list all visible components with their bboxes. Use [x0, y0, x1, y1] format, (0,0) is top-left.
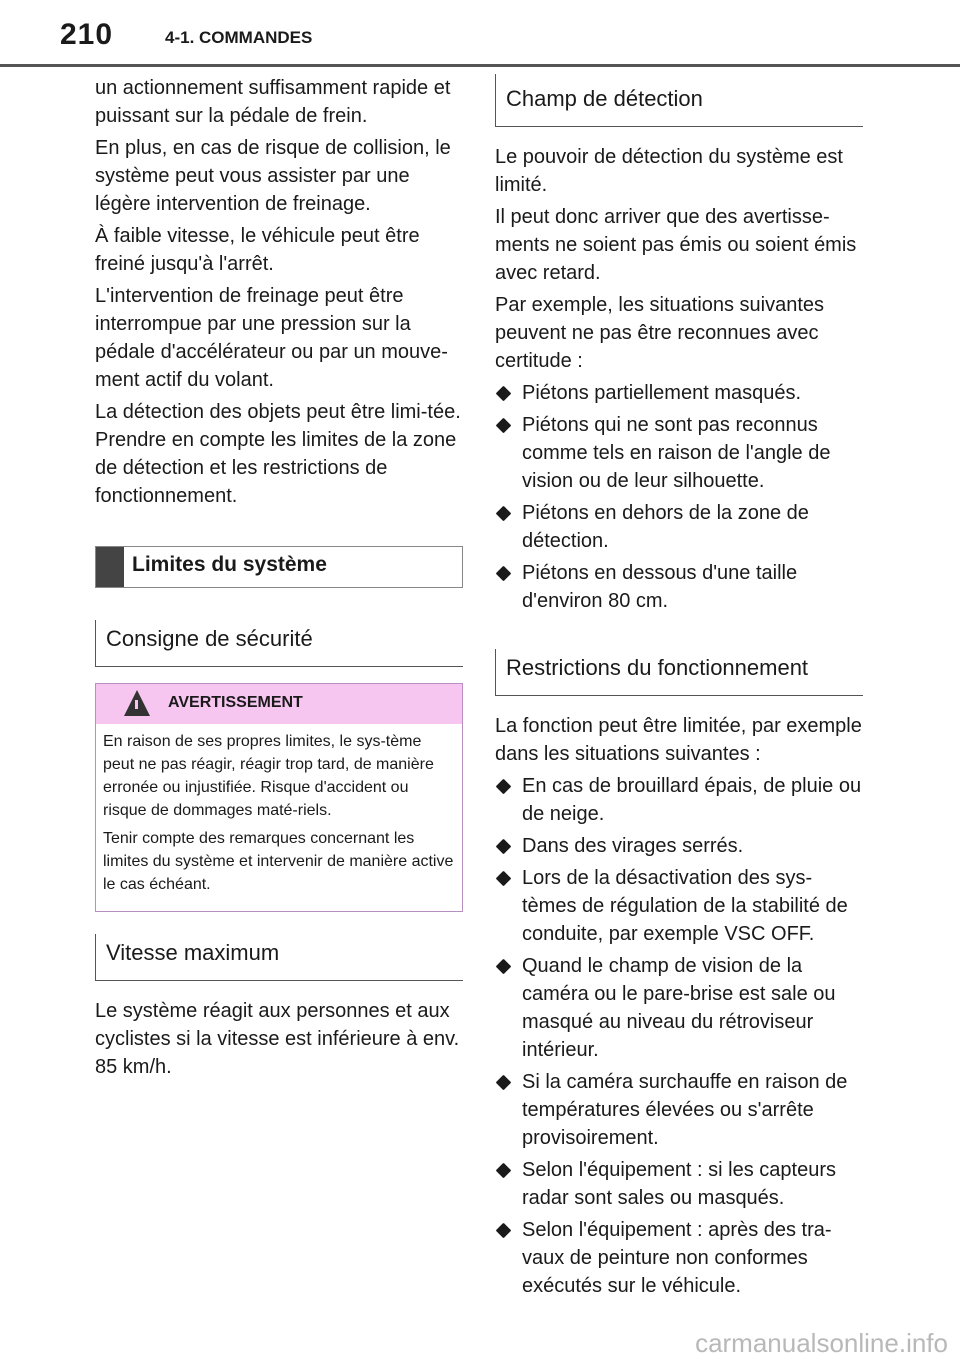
field-bullet-list	[495, 379, 863, 615]
section-label: 4-1. COMMANDES	[165, 28, 313, 47]
list-item: Piétons partiellement masqués.	[495, 379, 863, 407]
warning-paragraph: En raison de ses propres limites, le sys-tème peut ne pas réagir, réagir trop tard, de manière erronée ou injustifiée. Risque d'accident ou risque de dommages maté-riels.	[103, 733, 434, 819]
watermark: carmanualsonline.info	[695, 1328, 948, 1358]
list-item: En cas de brouillard épais, de pluie ou de neige.	[495, 772, 863, 828]
paragraph: La détection des objets peut être limi-tée. Prendre en compte les limites de la zone de détection et les restrictions de fonctionnement.	[95, 401, 461, 507]
right-column	[495, 74, 863, 1304]
bullet-icon	[496, 1223, 512, 1239]
left-column	[95, 74, 463, 1085]
bullet-icon	[496, 779, 512, 795]
page-header	[0, 0, 960, 64]
paragraph: Par exemple, les situations suivantes peuvent ne pas être reconnues avec certitude :	[495, 294, 825, 372]
paragraph: À faible vitesse, le véhicule peut être freiné jusqu'à l'arrêt.	[95, 225, 420, 275]
section-heading-text: Limites du système	[132, 553, 327, 576]
warning-box	[95, 683, 463, 912]
paragraph: Il peut donc arriver que des avertisse-ments ne soient pas émis ou soient émis avec retard.	[495, 206, 857, 284]
section-heading-limites	[95, 546, 463, 588]
list-item: Quand le champ de vision de la caméra ou le pare-brise est sale ou masqué au niveau du rétroviseur intérieur.	[495, 952, 863, 1064]
list-item: Dans des virages serrés.	[495, 832, 863, 860]
bullet-icon	[496, 1163, 512, 1179]
paragraph-speed: Le système réagit aux personnes et aux cyclistes si la vitesse est inférieure à env. 85 km/h.	[95, 1000, 460, 1078]
warning-body	[96, 724, 462, 911]
bullet-icon	[496, 386, 512, 402]
subheading-vitesse: Vitesse maximum	[95, 934, 463, 981]
list-item: Lors de la désactivation des sys-tèmes de régulation de la stabilité de conduite, par exemple VSC OFF.	[495, 864, 863, 948]
paragraph: un actionnement suffisamment rapide et puissant sur la pédale de frein.	[95, 77, 451, 127]
subheading-champ: Champ de détection	[495, 74, 863, 127]
exclamation-mark	[135, 700, 138, 709]
bullet-icon	[496, 959, 512, 975]
list-item: Si la caméra surchauffe en raison de températures élevées ou s'arrête provisoirement.	[495, 1068, 863, 1152]
heading-bar	[96, 547, 124, 587]
bullet-icon	[496, 839, 512, 855]
paragraph: Le pouvoir de détection du système est limité.	[495, 146, 843, 196]
warning-label: AVERTISSEMENT	[168, 694, 303, 711]
list-item: Selon l'équipement : si les capteurs radar sont sales ou masqués.	[495, 1156, 863, 1212]
header-divider	[0, 64, 960, 67]
paragraph: La fonction peut être limitée, par exemple dans les situations suivantes :	[495, 715, 862, 765]
list-item: Piétons en dehors de la zone de détection.	[495, 499, 863, 555]
list-item: Selon l'équipement : après des tra-vaux de peinture non conformes exécutés sur le véhicule.	[495, 1216, 863, 1300]
subheading-restrictions: Restrictions du fonctionnement	[495, 649, 863, 696]
page-number: 210	[60, 18, 114, 51]
bullet-icon	[496, 506, 512, 522]
warning-paragraph: Tenir compte des remarques concernant les limites du système et intervenir de manière active le cas échéant.	[103, 830, 454, 893]
bullet-icon	[496, 418, 512, 434]
bullet-icon	[496, 1075, 512, 1091]
subheading-consigne: Consigne de sécurité	[95, 620, 463, 667]
restrictions-bullet-list	[495, 772, 863, 1300]
paragraph: L'intervention de freinage peut être interrompue par une pression sur la pédale d'accélérateur ou par un mouve-ment actif du volant.	[95, 285, 448, 391]
paragraph: En plus, en cas de risque de collision, le système peut vous assister par une légère intervention de freinage.	[95, 137, 451, 215]
bullet-icon	[496, 871, 512, 887]
bullet-icon	[496, 566, 512, 582]
list-item: Piétons en dessous d'une taille d'environ 80 cm.	[495, 559, 863, 615]
warning-header	[96, 684, 462, 724]
list-item: Piétons qui ne sont pas reconnus comme tels en raison de l'angle de vision ou de leur silhouette.	[495, 411, 863, 495]
